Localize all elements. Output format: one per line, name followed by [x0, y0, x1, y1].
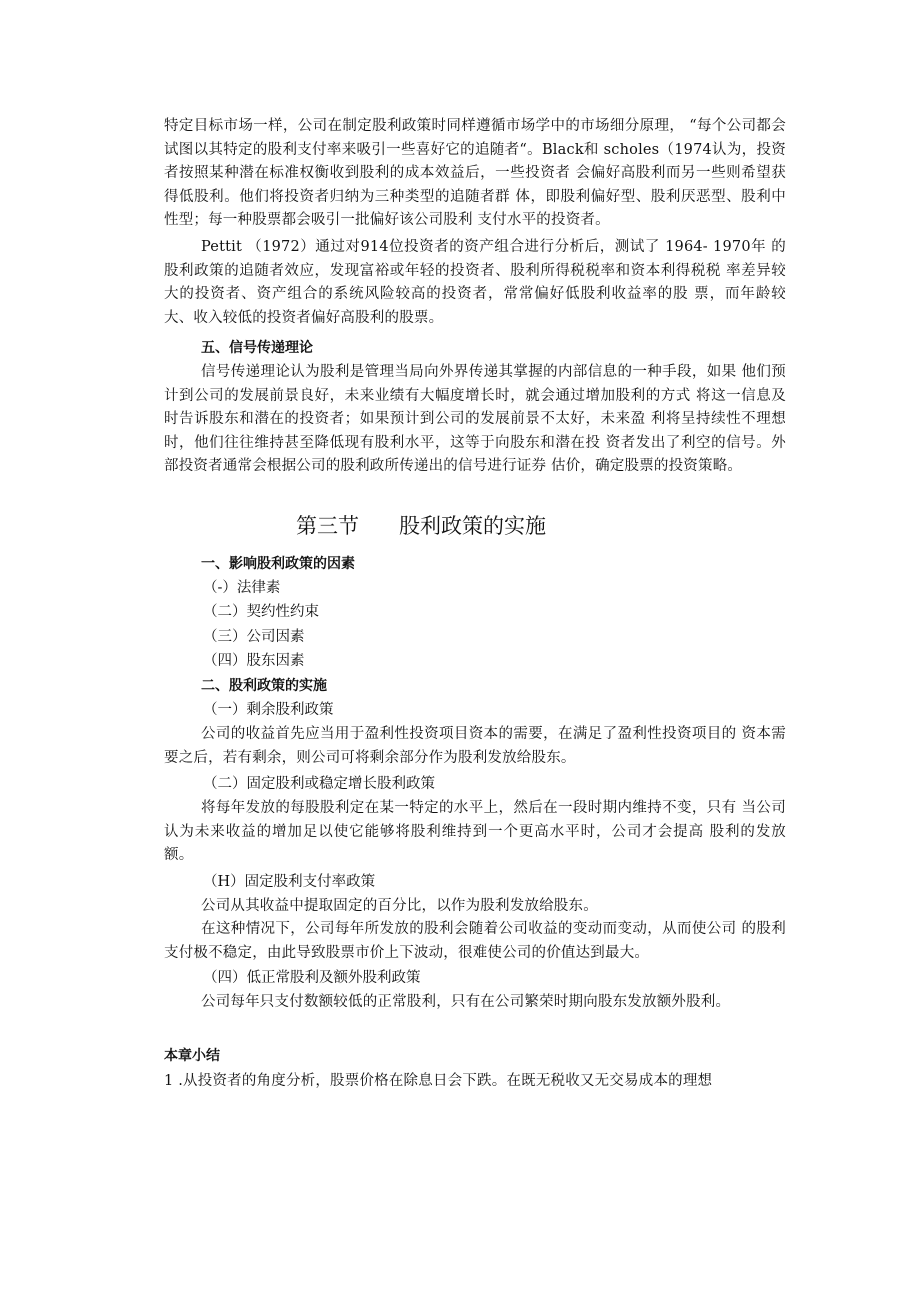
paragraph-stable-policy: 将每年发放的每股股利定在某一特定的水平上，然后在一段时期内维持不变，只有 当公司认为未来收益的增加足以使它能够将股利维持到一个更高水平时，公司才会提高 股利的发放额。	[164, 800, 786, 863]
paragraph-fixed-payout-effect: 在这种情况下，公司每年所发放的股利会随着公司收益的变动而变动，从而使公司 的股利支付极不稳定，由此导致股票市价上下波动，很难使公司的价值达到最大。	[164, 921, 786, 961]
heading-signal-theory: 五、信号传递理论	[201, 340, 313, 356]
policy-stable-growth: （二）固定股利或稳定增长股利政策	[203, 776, 435, 792]
factor-contractual: （二）契约性约束	[203, 604, 319, 620]
heading-influencing-factors: 一、影响股利政策的因素	[201, 556, 355, 572]
policy-low-regular-extra: （四）低正常股利及额外股利政策	[203, 970, 421, 986]
paragraph-residual-policy: 公司的收益首先应当用于盈利性投资项目资本的需要，在满足了盈利性投资项目的 资本需要之后，若有剩余，则公司可将剩余部分作为股利发放给股东。	[164, 726, 786, 766]
summary-item-1: 1 .从投资者的角度分析，股票价格在除息日会下跌。在既无税收又无交易成本的理想	[164, 1073, 713, 1089]
section-title: 第三节 股利政策的实施	[296, 514, 547, 538]
factor-legal: （-）法律素	[203, 580, 281, 596]
paragraph-clientele-intro: 特定目标市场一样，公司在制定股利政策时同样遵循市场学中的市场细分原理， “每个公司都会试图以其特定的股利支付率来吸引一些喜好它的追随者“。Black和 scholes（1974认为，投资者按照某种潜在标准权衡收到股利的成本效益后，一些投资者 会偏好高股利而另一些则希望获得低股利。他们将投资者归纳为三种类型的追随者群 体，即股利偏好型、股利厌恶型、股利中性型；每一种股票都会吸引一批偏好该公司股利 支付水平的投资者。	[164, 118, 786, 228]
chapter-summary-heading: 本章小结	[164, 1048, 220, 1064]
factor-company: （三）公司因素	[203, 629, 305, 645]
paragraph-low-regular-extra: 公司每年只支付数额较低的正常股利，只有在公司繁荣时期向股东发放额外股利。	[201, 994, 731, 1010]
paragraph-fixed-payout: 公司从其收益中提取固定的百分比，以作为股利发放给股东。	[201, 898, 598, 914]
paragraph-pettit-study: Pettit （1972）通过对914位投资者的资产组合进行分析后，测试了 1964- 1970年 的股利政策的追随者效应，发现富裕或年轻的投资者、股利所得税税率和资本利得税税 率差异较大的投资者、资产组合的系统风险较高的投资者，常常偏好低股利收益率的股 票，而年龄较大、收入较低的投资者偏好高股利的股票。	[164, 239, 786, 326]
factor-shareholder: （四）股东因素	[203, 653, 305, 669]
policy-fixed-payout: （H）固定股利支付率政策	[203, 874, 376, 890]
heading-policy-implementation: 二、股利政策的实施	[201, 678, 327, 694]
paragraph-signal-theory: 信号传递理论认为股利是管理当局向外界传递其掌握的内部信息的一种手段，如果 他们预计到公司的发展前景良好，未来业绩有大幅度增长时，就会通过增加股利的方式 将这一信息及时告诉股东和潜在的投资者；如果预计到公司的发展前景不太好，未来盈 利将呈持续性不理想时，他们往往维持甚至降低现有股利水平，这等于向股东和潜在投 资者发出了利空的信号。外部投资者通常会根据公司的股利政所传递出的信号进行证券 估价，确定股票的投资策略。	[164, 364, 786, 474]
policy-residual: （一）剩余股利政策	[203, 702, 334, 718]
